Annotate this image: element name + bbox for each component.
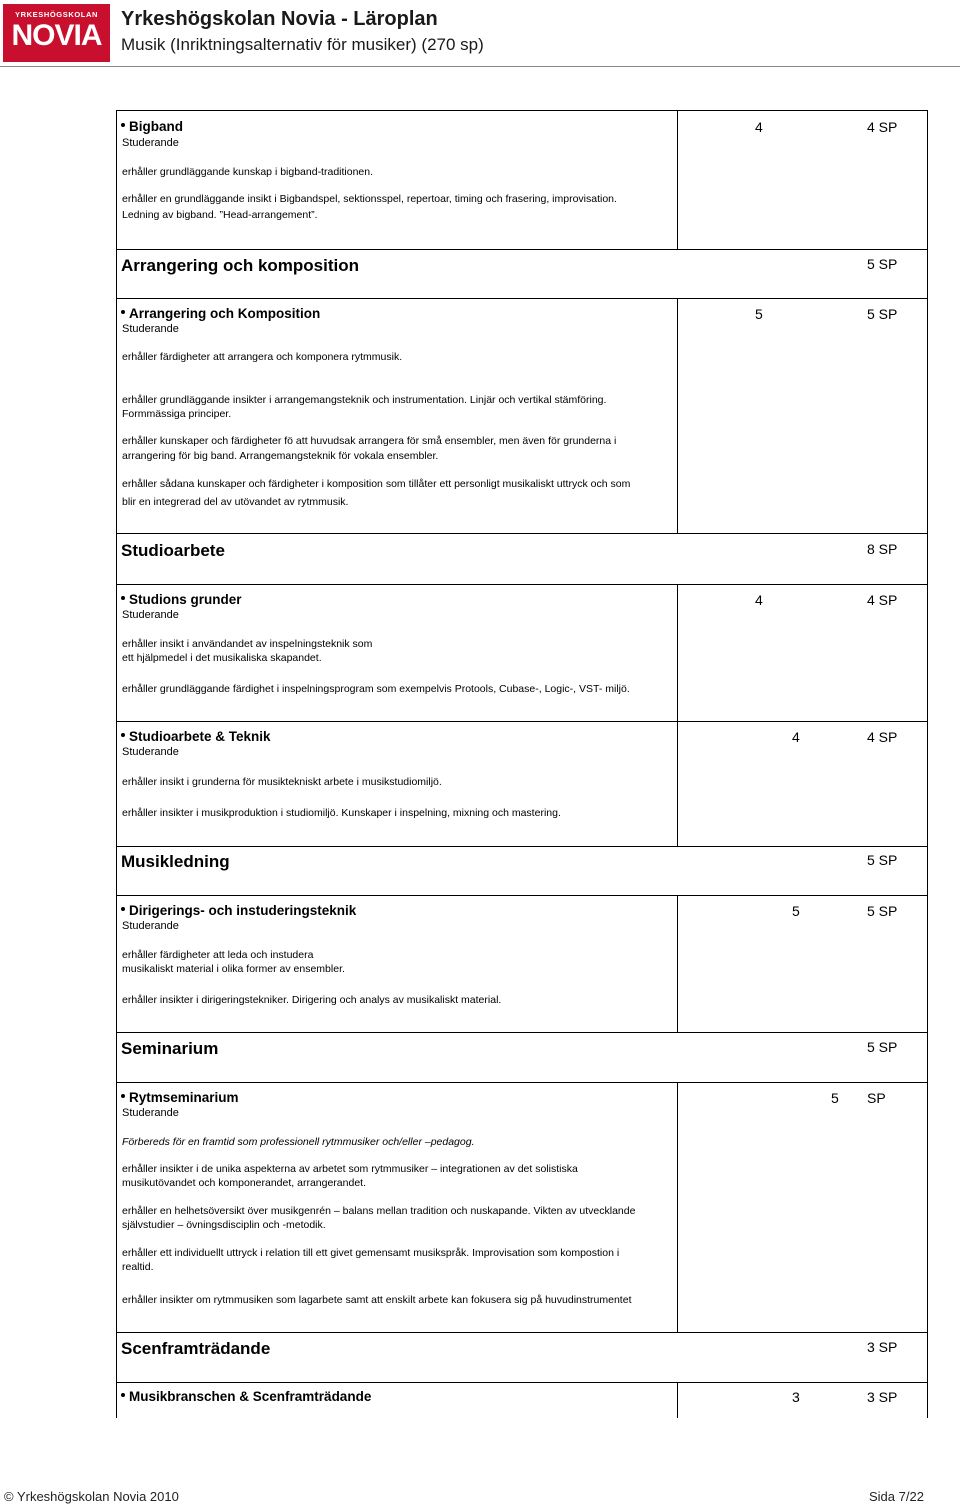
bullet-icon (121, 907, 125, 911)
page-number: Sida 7/22 (869, 1489, 924, 1504)
row-divider (116, 249, 928, 250)
section-sp: 5 SP (867, 852, 898, 868)
course-name: Studions grunder (121, 592, 242, 607)
studerande-label: Studerande (122, 323, 179, 335)
course-description: erhåller grundläggande kunskap i bigband-traditionen. (122, 166, 374, 178)
course-name: Arrangering och Komposition (121, 306, 320, 321)
course-description: erhåller grundläggande färdighet i inspelningsprogram som exempelvis Protools, Cubase-, Logic-, VST- miljö. (122, 683, 630, 695)
course-name: Dirigerings- och instuderingsteknik (121, 903, 356, 918)
column-divider (677, 110, 678, 249)
course-description: erhåller sådana kunskaper och färdigheter i komposition som tillåter ett personligt musikaliskt uttryck och som (122, 478, 631, 490)
bullet-icon (121, 1393, 125, 1397)
course-description: ett hjälpmedel i det musikaliska skapandet. (122, 652, 322, 664)
page-header (0, 0, 960, 66)
header-divider (0, 66, 960, 67)
credit-number: 5 (831, 1090, 839, 1106)
section-heading: Studioarbete (121, 541, 225, 560)
logo-main-text: NOVIA (11, 19, 102, 52)
bullet-icon (121, 733, 125, 737)
course-description: erhåller insikt i användandet av inspelningsteknik som (122, 638, 373, 650)
row-divider (116, 721, 928, 722)
course-description: Formmässiga principer. (122, 408, 232, 420)
column-divider (677, 1082, 678, 1332)
section-sp: 3 SP (867, 1339, 898, 1355)
credit-sp: 4 SP (867, 119, 898, 135)
course-description: arrangering för big band. Arrangemangsteknik för vokala ensembler. (122, 450, 439, 462)
course-description: erhåller en helhetsöversikt över musikgenrén – balans mellan tradition och nuskapande. Vikten av utvecklande (122, 1205, 636, 1217)
course-description: erhåller färdigheter att arrangera och komponera rytmmusik. (122, 351, 403, 363)
course-description: erhåller insikt i grunderna för musiktekniskt arbete i musikstudiomiljö. (122, 776, 442, 788)
column-divider (677, 895, 678, 1032)
column-divider (677, 721, 678, 846)
section-heading: Musikledning (121, 852, 230, 871)
credit-sp: SP (867, 1090, 886, 1106)
course-description: erhåller insikter i musikproduktion i studiomiljö. Kunskaper i inspelning, mixning och mastering. (122, 807, 561, 819)
credit-sp: 3 SP (867, 1389, 898, 1405)
credit-number: 5 (755, 306, 763, 322)
copyright-footer: © Yrkeshögskolan Novia 2010 (4, 1489, 179, 1504)
page-subtitle: Musik (Inriktningsalternativ för musiker) (270 sp) (121, 35, 484, 54)
credit-sp: 5 SP (867, 903, 898, 919)
course-name: Studioarbete & Teknik (121, 729, 271, 744)
novia-logo (3, 4, 110, 62)
studerande-label: Studerande (122, 1107, 179, 1119)
section-heading: Scenframträdande (121, 1339, 271, 1358)
section-sp: 5 SP (867, 256, 898, 272)
course-description: erhåller insikter i dirigeringstekniker. Dirigering och analys av musikaliskt material. (122, 994, 502, 1006)
section-heading: Seminarium (121, 1039, 219, 1058)
row-divider (116, 1382, 928, 1383)
course-description: erhåller grundläggande insikter i arrangemangsteknik och instrumentation. Linjär och vertikal stämföring. (122, 394, 607, 406)
column-divider (677, 1382, 678, 1418)
course-name: Musikbranschen & Scenframträdande (121, 1389, 371, 1404)
course-description: erhåller kunskaper och färdigheter fö att huvudsak arrangera för små ensembler, men även för grunderna i (122, 435, 617, 447)
credit-number: 4 (755, 119, 763, 135)
column-divider (677, 584, 678, 721)
logo-top-text: YRKESHÖGSKOLAN (15, 10, 98, 19)
course-description: erhåller ett individuellt uttryck i relation till ett givet gemensamt musikspråk. Improvisation som kompostion i (122, 1247, 620, 1259)
credit-number: 5 (792, 903, 800, 919)
row-divider (116, 584, 928, 585)
course-description: blir en integrerad del av utövandet av rytmmusik. (122, 496, 349, 508)
course-description: realtid. (122, 1261, 154, 1273)
bullet-icon (121, 1094, 125, 1098)
section-sp: 5 SP (867, 1039, 898, 1055)
row-divider (116, 1032, 928, 1033)
credit-number: 4 (755, 592, 763, 608)
section-heading: Arrangering och komposition (121, 256, 360, 275)
row-divider (116, 846, 928, 847)
course-description: musikutövandet och komponerandet, arrangerandet. (122, 1177, 366, 1189)
studerande-label: Studerande (122, 609, 179, 621)
studerande-label: Studerande (122, 137, 179, 149)
course-description: musikaliskt material i olika former av ensembler. (122, 963, 345, 975)
page-title: Yrkeshögskolan Novia - Läroplan (121, 8, 438, 30)
section-sp: 8 SP (867, 541, 898, 557)
studerande-label: Studerande (122, 920, 179, 932)
course-name: Rytmseminarium (121, 1090, 239, 1105)
bullet-icon (121, 596, 125, 600)
course-description: Förbereds för en framtid som professionell rytmmusiker och/eller –pedagog. (122, 1136, 475, 1148)
course-description: erhåller insikter i de unika aspekterna av arbetet som rytmmusiker – integrationen av det solistiska (122, 1163, 578, 1175)
studerande-label: Studerande (122, 746, 179, 758)
course-name: Bigband (121, 119, 183, 134)
bullet-icon (121, 310, 125, 314)
course-description: självstudier – övningsdisciplin och -metodik. (122, 1219, 326, 1231)
row-divider (116, 1082, 928, 1083)
bullet-icon (121, 123, 125, 127)
credit-number: 3 (792, 1389, 800, 1405)
course-description: erhåller insikter om rytmmusiken som lagarbete samt att enskilt arbete kan fokusera sig på huvudinstrumentet (122, 1294, 632, 1306)
credit-number: 4 (792, 729, 800, 745)
row-divider (116, 533, 928, 534)
credit-sp: 4 SP (867, 592, 898, 608)
credit-sp: 4 SP (867, 729, 898, 745)
course-description: erhåller en grundläggande insikt i Bigbandspel, sektionsspel, repertoar, timing och frasering, improvisation. (122, 193, 617, 205)
course-description: Ledning av bigband. ”Head-arrangement”. (122, 209, 318, 221)
credit-sp: 5 SP (867, 306, 898, 322)
row-divider (116, 1332, 928, 1333)
row-divider (116, 298, 928, 299)
course-description: erhåller färdigheter att leda och instudera (122, 949, 314, 961)
row-divider (116, 895, 928, 896)
column-divider (677, 298, 678, 533)
